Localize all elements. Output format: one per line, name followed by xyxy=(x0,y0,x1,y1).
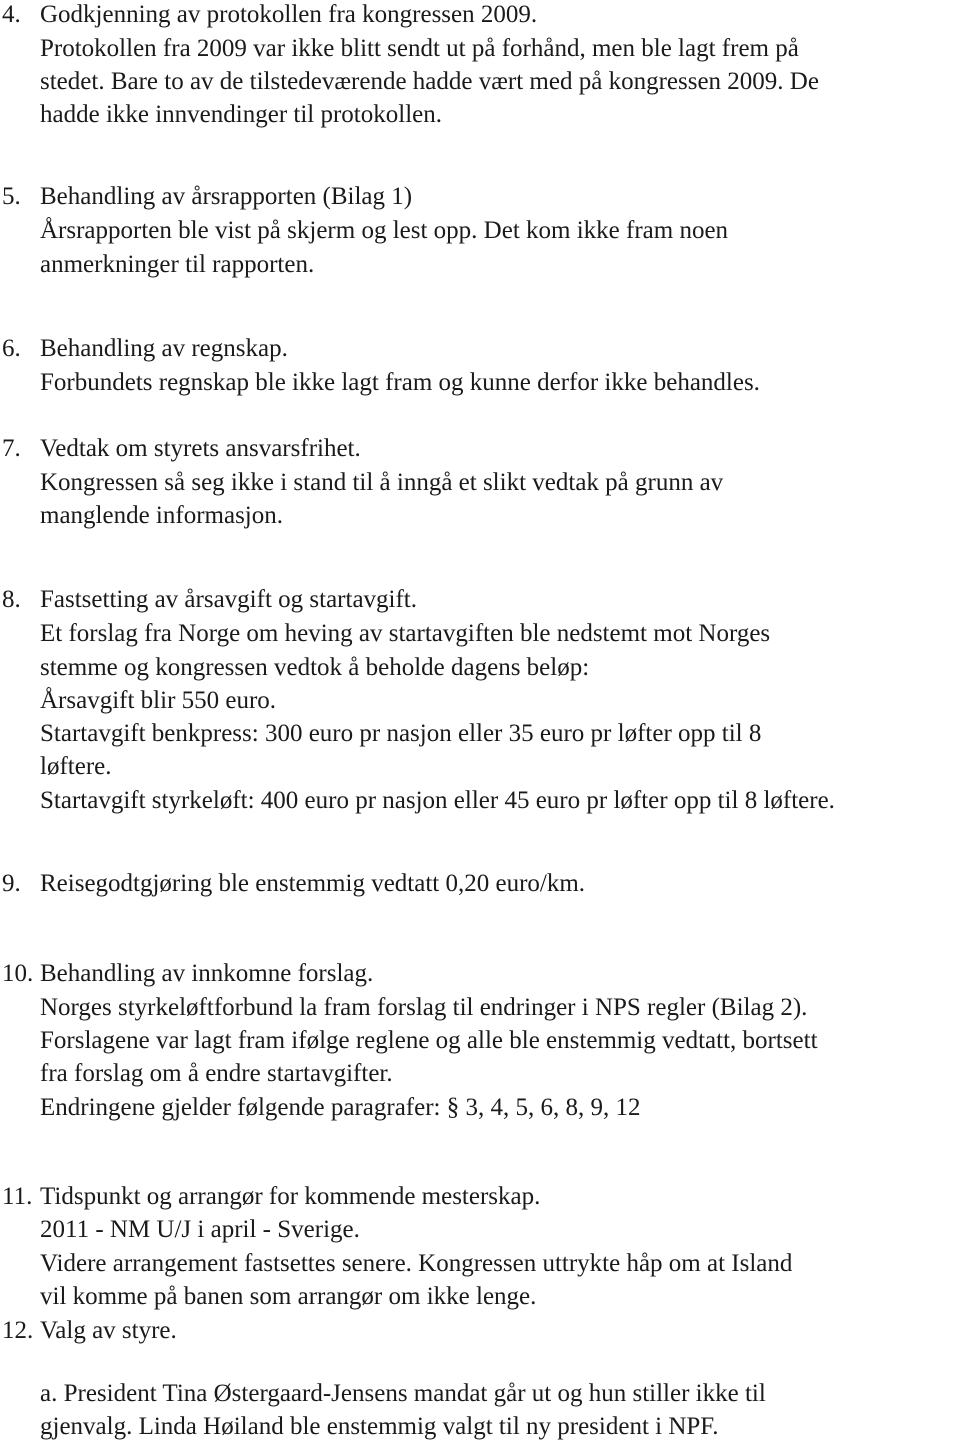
section-heading: Behandling av regnskap. xyxy=(40,335,288,362)
section-number: 8. xyxy=(2,586,21,613)
section-heading: Vedtak om styrets ansvarsfrihet. xyxy=(40,435,361,462)
section-heading: Behandling av årsrapporten (Bilag 1) xyxy=(40,183,413,210)
section-number: 9. xyxy=(2,870,21,897)
section-heading: Valg av styre. xyxy=(40,1317,177,1344)
section-number: 12. xyxy=(2,1317,34,1344)
document-page: 4. Godkjenning av protokollen fra kongressen 2009. Protokollen fra 2009 var ikke blitt sendt ut på forhånd, men ble lagt frem på stedet. Bare to av de tilstedeværende hadde vært med på kongressen 2009. De hadde ikke innvendinger til protokollen. 5. Behandling av årsrapporten (Bilag 1) Årsrapporten ble vist på skjerm og lest opp. Det kom ikke fram noen anmerkninger til rapporten. 6. Behandling av regnskap. Forbundets regnskap ble ikke lagt fram og kunne derfor ikke behandles. 7. Vedtak om styrets ansvarsfrihet. Kongressen så seg ikke i stand til å inngå et slikt vedtak på grunn av manglende informasjon. 8. Fastsetting av årsavgift og startavgift. Et forslag fra Norge om heving av startavgiften ble nedstemt mot Norges stemme og kongressen vedtok å beholde dagens beløp: Årsavgift blir 550 euro. Startavgift benkpress: 300 euro pr nasjon eller 35 euro pr løfter opp til 8 løftere. Startavgift styrkeløft: 400 euro pr nasjon eller 45 euro pr løfter opp til 8 løftere. 9. Reisegodtgjøring ble enstemmig vedtatt 0,20 euro/km. 10. Behandling av innkomne forslag. Norges styrkeløftforbund la fram forslag til endringer i NPS regler (Bilag 2). Forslagene var lagt fram ifølge reglene og alle ble enstemmig vedtatt, bortsett fra forslag om å endre startavgifter. Endringene gjelder følgende paragrafer: § 3, 4, 5, 6, 8, 9, 12 11. Tidspunkt og arrangør for kommende mesterskap. 2011 - NM U/J i april - Sverige. Videre arrangement fastsettes senere. Kongressen uttrykte håp om at Island vil komme på banen som arrangør om ikke lenge. 12. Valg av styre. a. President Tina Østergaard-Jensens mandat går ut og hun stiller ikke til gjenvalg. Linda Høiland ble enstemmig valgt til ny president i NPF. xyxy=(2,1,835,1440)
section-number: 6. xyxy=(2,335,21,362)
section-heading: Fastsetting av årsavgift og startavgift. xyxy=(40,586,418,613)
section-heading: Godkjenning av protokollen fra kongressen 2009. xyxy=(40,1,538,28)
section-number: 4. xyxy=(2,1,21,28)
section-number: 5. xyxy=(2,183,21,210)
section-number: 7. xyxy=(2,435,21,462)
section-heading: Behandling av innkomne forslag. xyxy=(40,960,374,987)
section-number: 11. xyxy=(2,1183,33,1210)
section-heading: Tidspunkt og arrangør for kommende mesterskap. xyxy=(40,1183,541,1210)
section-heading: Reisegodtgjøring ble enstemmig vedtatt 0,20 euro/km. xyxy=(40,870,586,897)
section-number: 10. xyxy=(2,960,34,987)
